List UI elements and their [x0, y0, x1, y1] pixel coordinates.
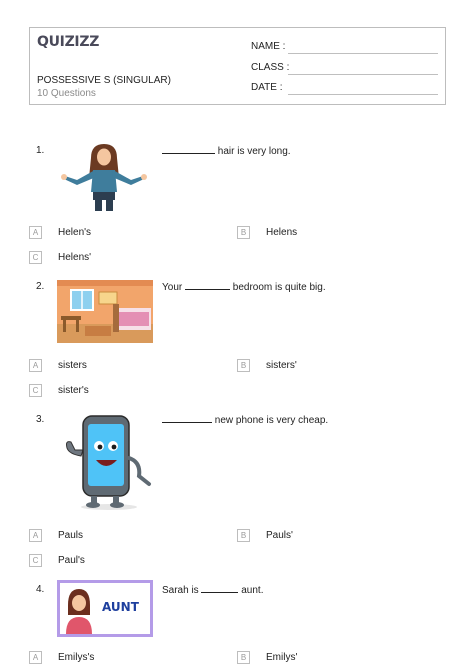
- question-text-before: Sarah is: [162, 585, 202, 596]
- option-b-letter[interactable]: B: [237, 651, 250, 664]
- option-a-letter[interactable]: A: [29, 529, 42, 542]
- answer-blank: [162, 414, 212, 423]
- question-number: 1.: [36, 145, 45, 156]
- option-a-text[interactable]: Pauls: [58, 530, 84, 541]
- option-b-text[interactable]: Helens: [266, 227, 298, 238]
- option-c-text[interactable]: sister's: [58, 385, 89, 396]
- option-a-text[interactable]: Helen's: [58, 227, 92, 238]
- question-text-before: Your: [162, 282, 185, 293]
- smartphone-thumbs-up-image: [57, 410, 153, 512]
- answer-blank: [201, 584, 238, 593]
- question-number: 4.: [36, 584, 45, 595]
- option-a-letter[interactable]: A: [29, 226, 42, 239]
- class-label: CLASS :: [251, 62, 290, 73]
- question-text-after: hair is very long.: [215, 146, 291, 157]
- answer-blank: [185, 281, 230, 290]
- question-text: [162, 414, 328, 426]
- option-c-letter[interactable]: C: [29, 554, 42, 567]
- woman-shrugging-image: [57, 138, 153, 213]
- question-number: 3.: [36, 414, 45, 425]
- name-label: NAME :: [251, 41, 286, 52]
- option-b-letter[interactable]: B: [237, 359, 250, 372]
- question-text-after: new phone is very cheap.: [212, 415, 329, 426]
- option-a-text[interactable]: sisters: [58, 360, 87, 371]
- option-c-text[interactable]: Paul's: [58, 555, 85, 566]
- quizizz-logo: QUIZIZZ: [37, 34, 100, 50]
- answer-blank: [162, 145, 215, 154]
- woman-portrait-icon: [62, 583, 96, 634]
- option-b-text[interactable]: Pauls': [266, 530, 293, 541]
- option-c-letter[interactable]: C: [29, 251, 42, 264]
- option-a-text[interactable]: Emilys's: [58, 652, 95, 663]
- worksheet-title: POSSESSIVE S (SINGULAR): [37, 75, 171, 86]
- worksheet-header: [29, 27, 446, 105]
- option-b-letter[interactable]: B: [237, 226, 250, 239]
- question-text: [162, 145, 291, 157]
- option-c-letter[interactable]: C: [29, 384, 42, 397]
- question-text-after: bedroom is quite big.: [229, 282, 326, 293]
- question-number: 2.: [36, 281, 45, 292]
- question-text: [162, 584, 264, 596]
- question-text-after: aunt.: [238, 585, 264, 596]
- aunt-card-image: [57, 580, 153, 637]
- option-b-text[interactable]: Emilys': [266, 652, 298, 663]
- question-text: [162, 281, 326, 293]
- question-count: 10 Questions: [37, 88, 96, 99]
- option-b-text[interactable]: sisters': [266, 360, 297, 371]
- option-c-text[interactable]: Helens': [58, 252, 92, 263]
- date-field[interactable]: [288, 94, 438, 95]
- date-label: DATE :: [251, 82, 283, 93]
- option-a-letter[interactable]: A: [29, 651, 42, 664]
- class-field[interactable]: [288, 74, 438, 75]
- bedroom-image: [57, 280, 153, 343]
- option-a-letter[interactable]: A: [29, 359, 42, 372]
- option-b-letter[interactable]: B: [237, 529, 250, 542]
- aunt-label: AUNT: [102, 600, 139, 614]
- name-field[interactable]: [288, 53, 438, 54]
